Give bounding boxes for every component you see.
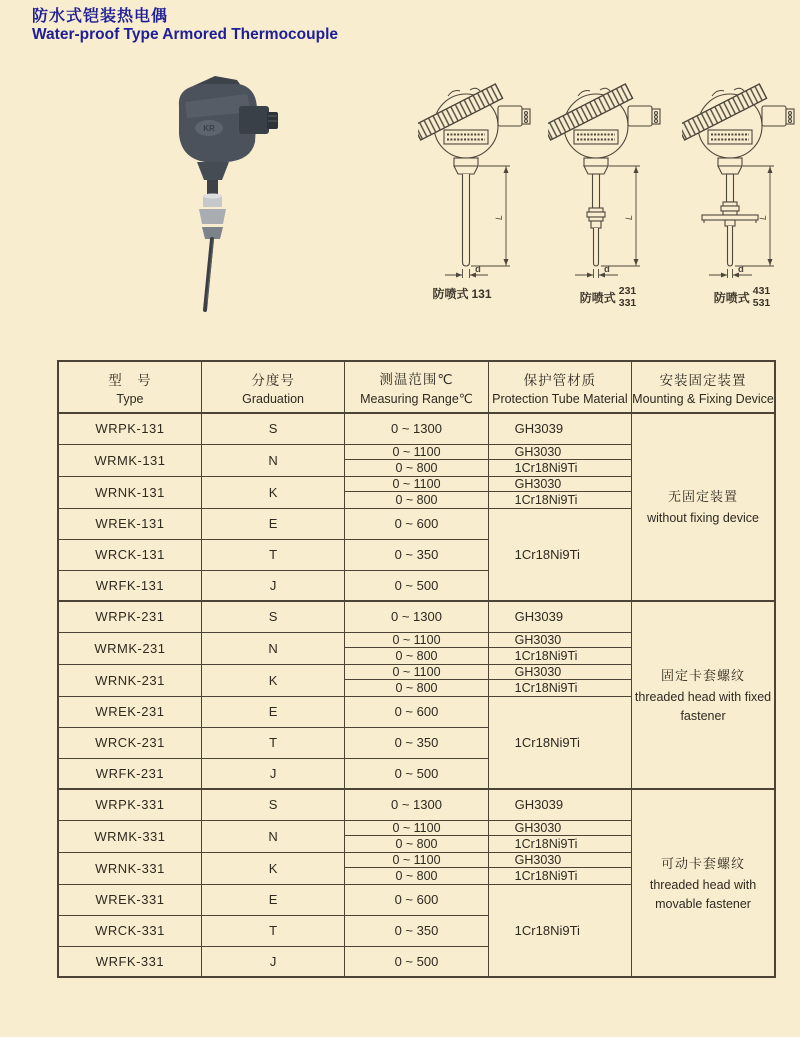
caption-model-stack bbox=[619, 285, 637, 309]
cell-range-split bbox=[345, 444, 488, 476]
cell-material-split bbox=[488, 852, 631, 884]
cell-range-split bbox=[345, 820, 488, 852]
sub-range: 0 ~ 1100 bbox=[345, 445, 487, 461]
cell-range: 0 ~ 350 bbox=[345, 727, 488, 758]
mounting-en: threaded head with movable fastener bbox=[649, 878, 757, 911]
cell-graduation: J bbox=[201, 946, 344, 977]
dim-d-label: d bbox=[738, 264, 744, 275]
column-header bbox=[488, 361, 631, 413]
probe-tube-lower bbox=[594, 228, 599, 266]
cell-type: WRNK-131 bbox=[58, 476, 201, 508]
cell-graduation: T bbox=[201, 727, 344, 758]
mounting-zh: 可动卡套螺纹 bbox=[661, 856, 746, 872]
mounting-zh: 固定卡套螺纹 bbox=[661, 668, 746, 684]
sub-material: 1Cr18Ni9Ti bbox=[514, 836, 578, 851]
column-header-zh: 型 号 bbox=[108, 372, 152, 388]
cell-type: WRFK-131 bbox=[58, 570, 201, 601]
cell-range: 0 ~ 500 bbox=[345, 758, 488, 789]
sub-range: 0 ~ 1100 bbox=[345, 477, 487, 493]
photo-probe bbox=[205, 239, 212, 310]
dim-d-label: d bbox=[604, 264, 610, 275]
sub-material: 1Cr18Ni9Ti bbox=[514, 492, 578, 507]
cell-type: WRMK-231 bbox=[58, 632, 201, 664]
cell-graduation: K bbox=[201, 852, 344, 884]
table-header bbox=[58, 361, 775, 413]
cell-graduation: E bbox=[201, 508, 344, 539]
column-header-zh: 测温范围℃ bbox=[379, 372, 454, 387]
terminal-connector bbox=[498, 106, 530, 126]
cell-material-merged: 1Cr18Ni9Ti bbox=[488, 508, 631, 601]
caption-model: 531 bbox=[752, 297, 771, 310]
sub-material: 1Cr18Ni9Ti bbox=[514, 680, 578, 695]
cell-range: 0 ~ 600 bbox=[345, 884, 488, 915]
cell-type: WRFK-231 bbox=[58, 758, 201, 789]
column-header-zh: 保护管材质 bbox=[523, 372, 597, 388]
dimension-d bbox=[575, 269, 618, 278]
caption-prefix: 防喷式 bbox=[579, 290, 616, 305]
sub-range: 0 ~ 800 bbox=[395, 680, 438, 695]
neck bbox=[718, 158, 742, 174]
column-header-en: Protection Tube Material bbox=[492, 391, 628, 406]
cell-type: WRCK-331 bbox=[58, 915, 201, 946]
cell-material-split bbox=[488, 444, 631, 476]
cell-range-split bbox=[345, 632, 488, 664]
cell-material-split bbox=[488, 632, 631, 664]
compression-fitting bbox=[721, 202, 739, 215]
neck bbox=[584, 158, 608, 174]
drawing-type-431-531 bbox=[682, 70, 800, 282]
cell-graduation: N bbox=[201, 820, 344, 852]
cell-range: 0 ~ 1300 bbox=[345, 413, 488, 444]
dim-d-label: d bbox=[475, 264, 481, 275]
cell-graduation: S bbox=[201, 413, 344, 444]
sub-range: 0 ~ 1100 bbox=[345, 821, 487, 837]
cell-range-split bbox=[345, 476, 488, 508]
cell-type: WRMK-331 bbox=[58, 820, 201, 852]
column-header bbox=[58, 361, 201, 413]
figure-caption-431-531 bbox=[682, 285, 800, 309]
dimension-L bbox=[471, 166, 510, 266]
cell-graduation: K bbox=[201, 476, 344, 508]
cell-material-split bbox=[488, 476, 631, 508]
cell-range: 0 ~ 500 bbox=[345, 946, 488, 977]
photo-neck-and-fitting bbox=[197, 162, 229, 239]
cell-type: WRCK-131 bbox=[58, 539, 201, 570]
sub-material: 1Cr18Ni9Ti bbox=[514, 868, 578, 883]
caption-model: 431 bbox=[752, 285, 771, 297]
cell-type: WRNK-331 bbox=[58, 852, 201, 884]
column-header-en: Graduation bbox=[242, 391, 305, 406]
probe-tube bbox=[463, 174, 470, 266]
photo-thermocouple-head bbox=[179, 76, 278, 162]
neck bbox=[454, 158, 478, 174]
nameplate bbox=[444, 130, 488, 144]
page-title-zh: 防水式铠装热电偶 bbox=[32, 8, 169, 25]
cell-type: WRCK-231 bbox=[58, 727, 201, 758]
cell-graduation: N bbox=[201, 444, 344, 476]
mounting-zh: 无固定装置 bbox=[668, 489, 739, 505]
cell-graduation: T bbox=[201, 915, 344, 946]
cell-type: WRPK-231 bbox=[58, 601, 201, 632]
table-row bbox=[58, 601, 775, 632]
probe-tube-upper bbox=[727, 174, 734, 202]
cell-range: 0 ~ 600 bbox=[345, 508, 488, 539]
sub-material: GH3030 bbox=[489, 665, 631, 681]
cell-mounting bbox=[632, 413, 775, 601]
probe-tube-lower bbox=[728, 226, 733, 266]
figure-caption-231-331 bbox=[548, 285, 668, 309]
compression-fitting bbox=[587, 208, 605, 228]
specification-table bbox=[57, 360, 776, 978]
dimension-L bbox=[601, 166, 640, 266]
cell-graduation: E bbox=[201, 884, 344, 915]
cell-type: WRPK-331 bbox=[58, 789, 201, 820]
cell-graduation: E bbox=[201, 696, 344, 727]
cell-graduation: T bbox=[201, 539, 344, 570]
cell-mounting bbox=[632, 601, 775, 789]
sub-range: 0 ~ 800 bbox=[395, 492, 438, 507]
cell-type: WRMK-131 bbox=[58, 444, 201, 476]
column-header-en: Mounting & Fixing Device bbox=[632, 391, 774, 406]
terminal-connector bbox=[628, 106, 660, 126]
caption-model: 131 bbox=[471, 286, 492, 301]
sub-range: 0 ~ 800 bbox=[395, 868, 438, 883]
terminal-connector bbox=[762, 106, 794, 126]
probe-tube-upper bbox=[593, 174, 600, 208]
cell-range-split bbox=[345, 852, 488, 884]
cell-range: 0 ~ 1300 bbox=[345, 789, 488, 820]
cell-range: 0 ~ 350 bbox=[345, 539, 488, 570]
cell-range: 0 ~ 500 bbox=[345, 570, 488, 601]
table-row bbox=[58, 789, 775, 820]
product-photo bbox=[135, 72, 315, 317]
cell-type: WRPK-131 bbox=[58, 413, 201, 444]
cell-range: 0 ~ 600 bbox=[345, 696, 488, 727]
cell-range: 0 ~ 1300 bbox=[345, 601, 488, 632]
dimension-d bbox=[445, 269, 488, 278]
sub-material: 1Cr18Ni9Ti bbox=[514, 460, 578, 475]
cell-graduation: S bbox=[201, 601, 344, 632]
mounting-flange bbox=[702, 215, 758, 226]
nameplate bbox=[574, 130, 618, 144]
cell-type: WRFK-331 bbox=[58, 946, 201, 977]
sub-range: 0 ~ 1100 bbox=[345, 633, 487, 649]
sub-range: 0 ~ 800 bbox=[395, 648, 438, 663]
nameplate bbox=[708, 130, 752, 144]
sub-range: 0 ~ 800 bbox=[395, 460, 438, 475]
sub-material: GH3030 bbox=[489, 853, 631, 869]
cell-material-merged: 1Cr18Ni9Ti bbox=[488, 884, 631, 977]
cell-material: GH3039 bbox=[488, 601, 631, 632]
caption-model: 231 bbox=[618, 285, 637, 297]
sub-material: GH3030 bbox=[489, 477, 631, 493]
sub-material: GH3030 bbox=[489, 633, 631, 649]
mounting-en: without fixing device bbox=[647, 511, 759, 526]
caption-model: 331 bbox=[618, 297, 637, 310]
dimension-d bbox=[709, 269, 752, 278]
cell-graduation: J bbox=[201, 570, 344, 601]
cell-mounting bbox=[632, 789, 775, 977]
column-header-zh: 分度号 bbox=[251, 372, 295, 388]
sub-range: 0 ~ 1100 bbox=[345, 665, 487, 681]
sub-material: 1Cr18Ni9Ti bbox=[514, 648, 578, 663]
column-header-zh: 安装固定装置 bbox=[659, 372, 747, 388]
mounting-en: threaded head with fixed fastener bbox=[634, 690, 772, 723]
dim-L-label: L bbox=[624, 214, 634, 220]
cell-material-merged: 1Cr18Ni9Ti bbox=[488, 696, 631, 789]
page-title bbox=[32, 8, 338, 44]
column-header-en: Measuring Range℃ bbox=[360, 392, 473, 406]
cell-material-split bbox=[488, 820, 631, 852]
cell-type: WRNK-231 bbox=[58, 664, 201, 696]
cell-graduation: K bbox=[201, 664, 344, 696]
caption-prefix: 防喷式 bbox=[432, 287, 469, 301]
sub-material: GH3030 bbox=[489, 445, 631, 461]
sub-material: GH3030 bbox=[489, 821, 631, 837]
cell-type: WREK-131 bbox=[58, 508, 201, 539]
column-header bbox=[201, 361, 344, 413]
cell-range-split bbox=[345, 664, 488, 696]
drawing-type-131 bbox=[418, 70, 538, 282]
cell-graduation: J bbox=[201, 758, 344, 789]
sub-range: 0 ~ 1100 bbox=[345, 853, 487, 869]
drawing-type-231-331 bbox=[548, 70, 668, 282]
caption-prefix: 防喷式 bbox=[713, 290, 750, 305]
cell-material: GH3039 bbox=[488, 789, 631, 820]
dim-L-label: L bbox=[758, 214, 768, 220]
cell-material: GH3039 bbox=[488, 413, 631, 444]
caption-model-stack bbox=[753, 285, 771, 309]
cell-graduation: S bbox=[201, 789, 344, 820]
column-header bbox=[632, 361, 775, 413]
cell-type: WREK-331 bbox=[58, 884, 201, 915]
sub-range: 0 ~ 800 bbox=[395, 836, 438, 851]
page-title-en: Water-proof Type Armored Thermocouple bbox=[32, 26, 339, 44]
svg-text:KR: KR bbox=[203, 124, 215, 133]
cell-range: 0 ~ 350 bbox=[345, 915, 488, 946]
figure-caption-131 bbox=[402, 285, 522, 302]
column-header-en: Type bbox=[116, 391, 144, 406]
cell-graduation: N bbox=[201, 632, 344, 664]
cell-material-split bbox=[488, 664, 631, 696]
dim-L-label: L bbox=[494, 214, 504, 220]
table-row bbox=[58, 413, 775, 444]
cell-type: WREK-231 bbox=[58, 696, 201, 727]
column-header bbox=[345, 361, 488, 413]
